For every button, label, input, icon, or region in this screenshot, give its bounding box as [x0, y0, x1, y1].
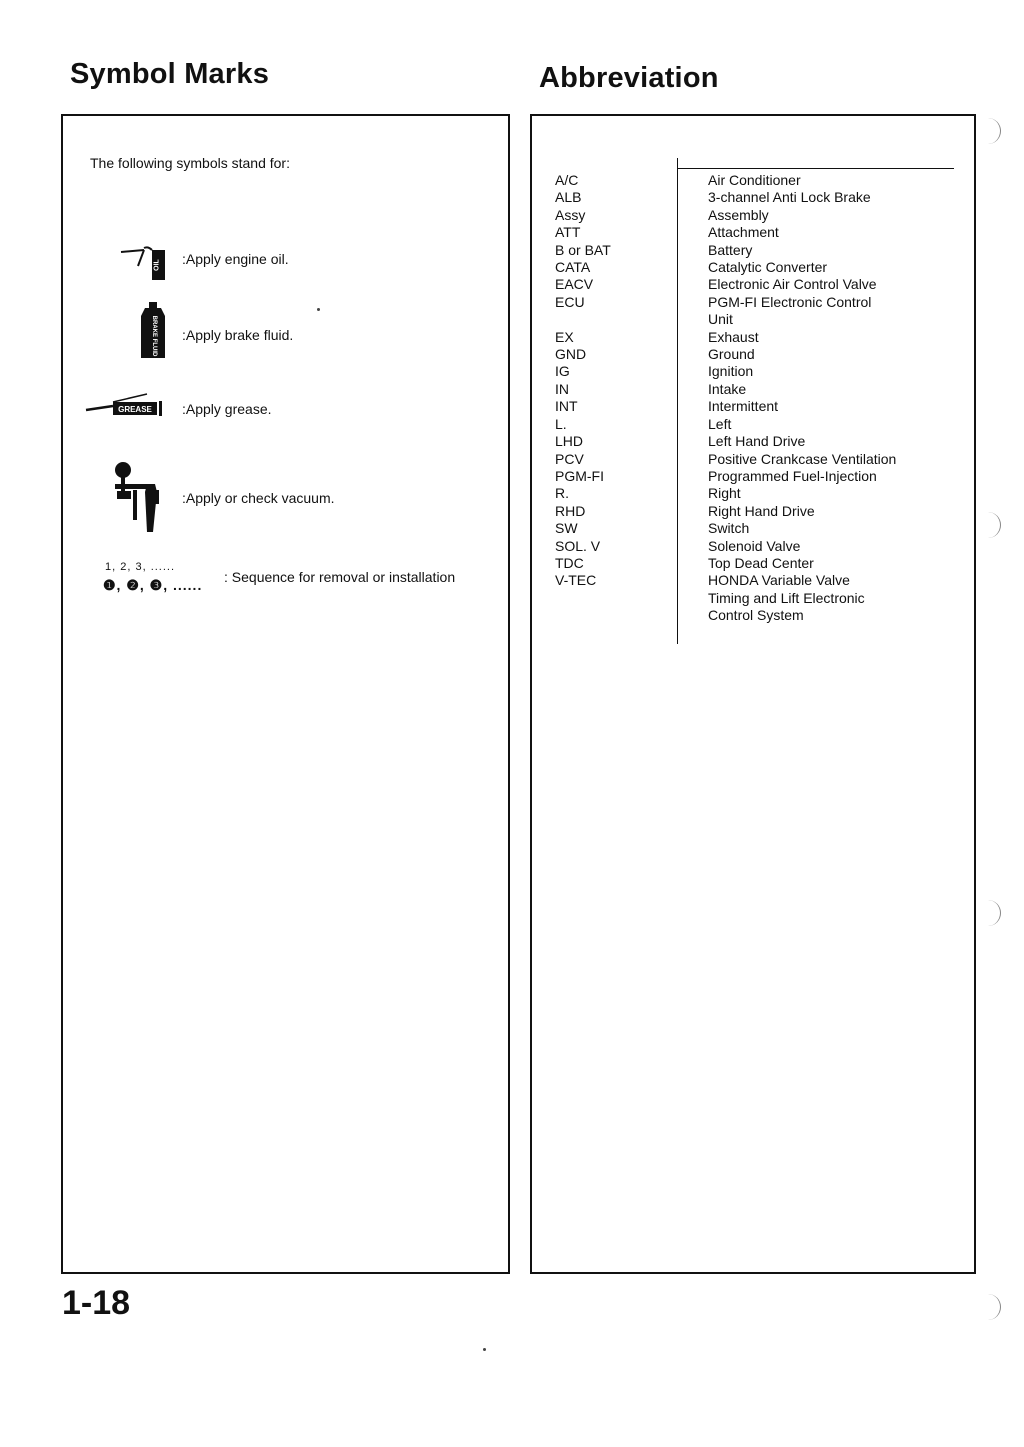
abbreviation-term: EX — [555, 328, 574, 345]
abbreviation-meaning: PGM-FI Electronic Control — [708, 293, 872, 310]
table-row — [555, 294, 965, 311]
table-row — [555, 224, 965, 241]
engine-oil-can-icon — [118, 244, 168, 280]
abbreviation-term: PCV — [555, 450, 584, 467]
brake-fluid-bottle-icon — [139, 302, 169, 358]
abbreviation-meaning: Electronic Air Control Valve — [708, 276, 877, 293]
binder-hole-mark — [986, 118, 1001, 144]
abbreviation-term: V-TEC — [555, 572, 597, 589]
abbreviation-meaning: Top Dead Center — [708, 554, 814, 571]
abbreviation-term — [555, 311, 708, 328]
abbreviation-term: A/C — [555, 172, 579, 188]
symbol-row-grease — [63, 386, 508, 446]
table-row — [555, 555, 965, 572]
symbol-marks-heading: Symbol Marks — [70, 58, 270, 90]
abbreviation-meaning: Intake — [708, 380, 747, 397]
symbol-text-grease: :Apply grease. — [182, 401, 272, 417]
table-row — [555, 346, 965, 363]
abbreviation-term: ALB — [555, 189, 582, 206]
abbreviation-meaning: Exhaust — [708, 328, 759, 345]
abbreviation-meaning: Left — [708, 415, 732, 432]
abbreviation-term: IN — [555, 380, 569, 397]
abbreviation-meaning: Unit — [708, 311, 733, 328]
table-row — [555, 416, 965, 433]
binder-hole-mark — [986, 1294, 1001, 1320]
vacuum-pump-icon — [111, 460, 167, 534]
table-row — [555, 468, 965, 485]
abbreviation-term — [555, 590, 708, 607]
abbreviation-meaning: Control System — [708, 607, 804, 624]
abbreviation-meaning: Programmed Fuel-Injection — [708, 467, 877, 484]
symbol-row-vacuum — [63, 458, 508, 518]
abbreviation-meaning: Catalytic Converter — [708, 259, 828, 276]
abbreviation-meaning: Switch — [708, 520, 750, 537]
abbreviation-term: L. — [555, 415, 567, 432]
grease-icon-label: GREASE — [118, 405, 152, 414]
table-row — [555, 381, 965, 398]
abbreviation-meaning: HONDA Variable Valve — [708, 572, 850, 589]
sequence-numbers-plain: 1, 2, 3, ...... — [105, 561, 176, 573]
abbreviation-meaning: Solenoid Valve — [708, 537, 801, 554]
abbreviation-term — [555, 607, 708, 624]
brake-fluid-icon-label: BRAKE FLUID — [151, 315, 157, 357]
table-row — [555, 433, 965, 450]
table-row — [555, 242, 965, 259]
abbreviation-term: INT — [555, 398, 578, 415]
sequence-description: : Sequence for removal or installation — [224, 569, 456, 585]
abbreviation-term: PGM-FI — [555, 467, 604, 484]
stray-dot — [317, 308, 320, 311]
table-row — [555, 572, 965, 589]
table-row — [555, 172, 965, 189]
table-row — [555, 485, 965, 502]
abbreviation-term: LHD — [555, 433, 584, 450]
table-row — [555, 398, 965, 415]
table-row — [555, 363, 965, 380]
abbreviation-meaning: Right — [708, 485, 741, 502]
abbreviation-meaning: Intermittent — [708, 398, 779, 415]
table-row — [555, 451, 965, 468]
abbreviation-meaning: Battery — [708, 241, 753, 258]
page-number: 1-18 — [62, 1284, 131, 1322]
table-row — [555, 329, 965, 346]
sequence-numbers-circled: ❶, ❷, ❸, ...... — [103, 577, 203, 593]
abbreviation-meaning: Positive Crankcase Ventilation — [708, 450, 897, 467]
oil-icon-label: OIL — [153, 259, 161, 271]
abbreviation-panel — [530, 114, 976, 1274]
table-row — [555, 520, 965, 537]
abbreviation-term: EACV — [555, 276, 594, 293]
abbreviation-heading: Abbreviation — [539, 62, 719, 94]
table-top-rule — [677, 168, 954, 169]
abbreviation-meaning: Attachment — [708, 224, 779, 241]
binder-hole-mark — [986, 512, 1001, 538]
abbreviation-term: RHD — [555, 502, 586, 519]
table-row — [555, 607, 965, 624]
symbol-intro-text: The following symbols stand for: — [90, 155, 290, 171]
abbreviation-term: SOL. V — [555, 537, 601, 554]
symbol-text-brake-fluid: :Apply brake fluid. — [182, 327, 294, 343]
symbol-row-brake-fluid — [63, 302, 508, 362]
abbreviation-term: ECU — [555, 293, 585, 310]
abbreviation-term: CATA — [555, 259, 591, 276]
abbreviation-meaning: Ignition — [708, 363, 754, 380]
table-row — [555, 207, 965, 224]
symbol-row-engine-oil — [63, 238, 508, 298]
binder-hole-mark — [986, 900, 1001, 926]
symbol-text-vacuum: :Apply or check vacuum. — [182, 490, 335, 506]
table-row — [555, 276, 965, 293]
symbol-text-engine-oil: :Apply engine oil. — [182, 251, 289, 267]
abbreviation-table — [555, 172, 965, 625]
grease-tube-icon — [85, 390, 165, 418]
abbreviation-meaning: Air Conditioner — [708, 172, 801, 188]
abbreviation-term: B or BAT — [555, 241, 611, 258]
abbreviation-meaning: Ground — [708, 346, 755, 363]
abbreviation-term: Assy — [555, 206, 586, 223]
abbreviation-term: IG — [555, 363, 570, 380]
table-row — [555, 538, 965, 555]
table-row — [555, 311, 965, 328]
abbreviation-meaning: Left Hand Drive — [708, 433, 806, 450]
table-row — [555, 259, 965, 276]
abbreviation-meaning: Right Hand Drive — [708, 502, 815, 519]
table-row — [555, 590, 965, 607]
abbreviation-meaning: Assembly — [708, 206, 769, 223]
abbreviation-term: ATT — [555, 224, 581, 241]
abbreviation-term: R. — [555, 485, 569, 502]
abbreviation-term: GND — [555, 346, 587, 363]
table-row — [555, 189, 965, 206]
abbreviation-term: TDC — [555, 554, 584, 571]
abbreviation-meaning: 3-channel Anti Lock Brake — [708, 189, 871, 206]
table-row — [555, 503, 965, 520]
abbreviation-meaning: Timing and Lift Electronic — [708, 589, 865, 606]
abbreviation-term: SW — [555, 520, 578, 537]
stray-dot — [483, 1348, 486, 1351]
symbol-marks-panel — [61, 114, 510, 1274]
